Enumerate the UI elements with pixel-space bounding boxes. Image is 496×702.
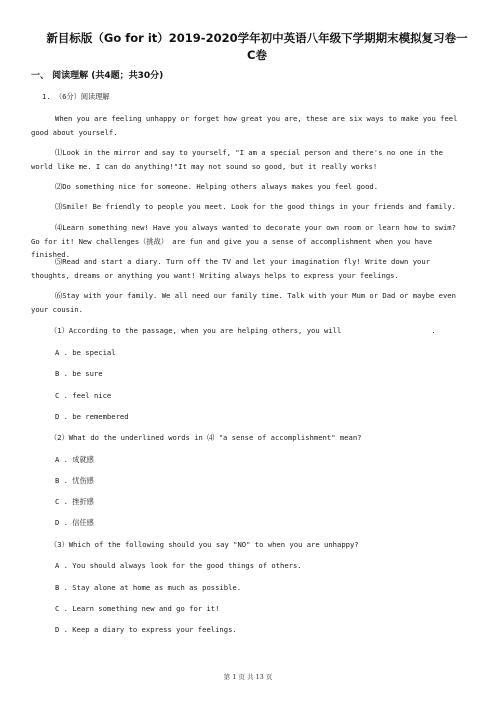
option-2a[interactable]: A . 成就感 (55, 455, 94, 464)
option-1d[interactable]: D . be remembered (55, 412, 129, 421)
subquestion-1-stem-text: （1）According to the passage, when you are helping others, you will (50, 326, 342, 335)
option-2b[interactable]: B . 忧伤感 (55, 476, 94, 485)
passage-way-6: ⑹Stay with your family. We all need our family time. Talk with your Mum or Dad or maybe even your cousin. (31, 291, 456, 314)
option-1c[interactable]: C . feel nice (55, 391, 112, 400)
section-heading: 一、 阅读理解 (共4题；共30分) (31, 71, 164, 81)
passage-intro: When you are feeling unhappy or forget how great you are, these are six ways to make you feel good about yourself. (31, 114, 458, 137)
option-3a[interactable]: A . You should always look for the good things of others. (55, 561, 302, 570)
subquestion-2-stem: （2）What do the underlined words in ⑷ "a sense of accomplishment" mean? (50, 433, 362, 442)
passage-way-1: ⑴Look in the mirror and say to yourself, "I am a special person and there's no one in the world like me. I can do anything!"It may not sound so good, but it really works! (31, 148, 443, 171)
title-line-2: C卷 (247, 48, 267, 62)
option-3d[interactable]: D . Keep a diary to express your feelings. (55, 625, 237, 634)
page-footer: 第 1 页 共 13 页 (223, 673, 273, 681)
question-header: 1. （6分）阅读理解 (42, 92, 110, 101)
option-1b[interactable]: B . be sure (55, 369, 103, 378)
subquestion-1-stem (50, 326, 436, 336)
subquestion-1-stem-end: . (431, 326, 436, 335)
passage-way-4: ⑷Learn something new! Have you always wanted to decorate your own room or learn how to swim? Go for it! New challenges（挑战） are fun and give you a sense of accomplishment when you have finished. (31, 223, 456, 259)
passage-way-5: ⑸Read and start a diary. Turn off the TV and let your imagination fly! Write down your thoughts, dreams or anything you want! Writing always helps to express your feelings. (31, 257, 431, 280)
passage-way-3: ⑶Smile! Be friendly to people you meet. Look for the good things in your friends and family. (55, 202, 456, 211)
option-2c[interactable]: C . 挫折感 (55, 497, 94, 506)
answer-blank (341, 332, 431, 333)
option-3c[interactable]: C . Learn something new and go for it! (55, 604, 220, 613)
passage-way-2: ⑵Do something nice for someone. Helping others always makes you feel good. (55, 182, 379, 191)
option-2d[interactable]: D . 信任感 (55, 518, 94, 527)
option-1a[interactable]: A . be special (55, 348, 116, 357)
title-line-1: 新目标版（Go for it）2019-2020学年初中英语八年级下学期期末模拟复习卷一 (46, 31, 468, 45)
subquestion-3-stem: （3）Which of the following should you say "NO" to when you are unhappy? (50, 540, 359, 549)
option-3b[interactable]: B . Stay alone at home as much as possible. (55, 583, 242, 592)
